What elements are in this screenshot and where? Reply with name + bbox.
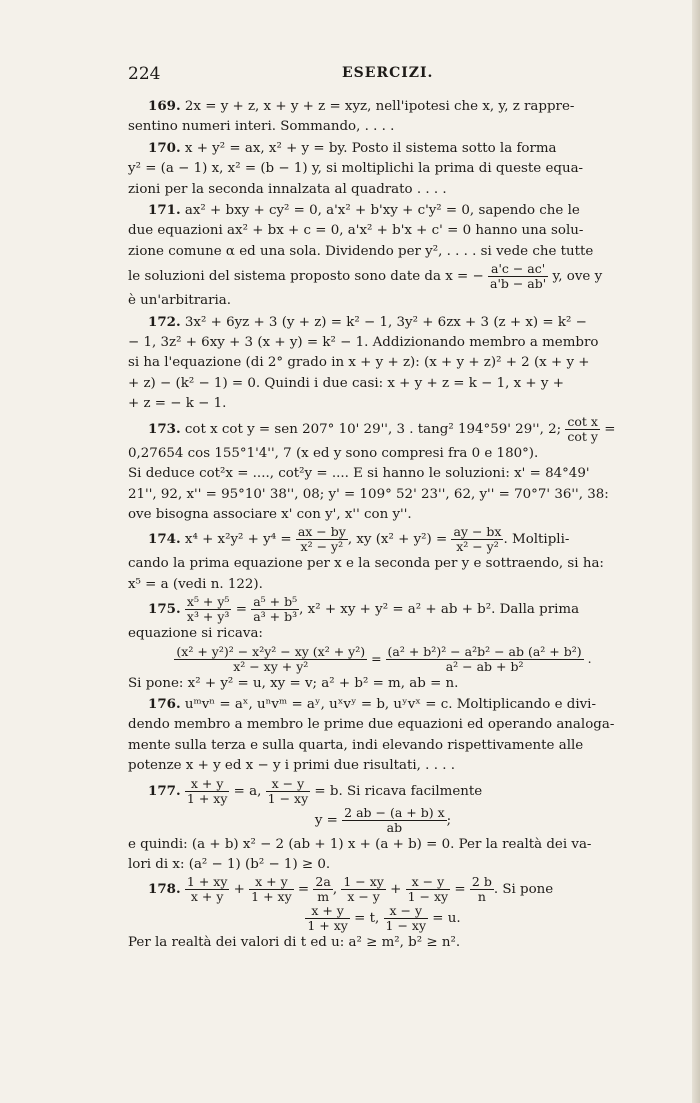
fraction: $\frac{\text{cot x}}{\text{cot y}}$ [567, 413, 598, 444]
exercise-number: 175. [148, 601, 181, 618]
page-header [128, 64, 648, 86]
fraction: $\frac{\text{x⁵ + y⁵}}{\text{x³ + y³}}$ [186, 594, 230, 625]
fraction: $\frac{1 + xy}{x + y}$ [186, 874, 228, 905]
exercise-number: 172. [148, 313, 181, 330]
exercise-176: 176. uᵐvⁿ = aˣ, uⁿvᵐ = aʸ, uˣvʸ = b, uʸvˣ = c. Moltiplicando e divi- dendo membro a membro le prime due equazioni ed operando analoga- mente sulla terza e sulla quarta, indi elevando rispettivamente alle potenze x + y ed x − y i primi due risultati, . . . . [128, 695, 615, 774]
exercise-number: 178. [148, 881, 181, 898]
running-title: ESERCIZI. [342, 65, 434, 81]
exercise-177-cont: e quindi: (a + b) x² − 2 (ab + 1) x + (a + b) = 0. Per la realtà dei va- lori di x: (a² − 1) (b² − 1) ≥ 0. [128, 836, 592, 872]
exercise-number: 171. [148, 202, 181, 219]
fraction: $\frac{1 - xy}{x - y}$ [343, 874, 384, 905]
equation-display: $\frac{\text{(x² + y²)² − x²y² − xy (x² + y²)}}{\text{x² − xy + y²}}$ = $\frac{\text{(a² + b²)² − a²b² − ab (a² + b²)}}{\text{a² − ab + b²}}$ . [176, 643, 592, 674]
exercise-number: 176. [148, 695, 181, 712]
equation-display: y = $\frac{2 ab - (a + b) x}{ab}$ ; [314, 804, 452, 835]
exercise-175-cont: Si pone: x² + y² = u, xy = v; a² + b² = m, ab = n. [128, 675, 459, 691]
exercise-173: 173. cot x cot y = sen 207° 10' 29'', 3 . tang² 194°59' 29'', 2; $\frac{\text{cot x}}{\text{cot y}}$ = 0,27654 cos 155°1'4'', 7 (x ed y sono compresi fra 0 e 180°). Si deduce cot²x = ...., cot²y = .... E si hanno le soluzioni: x' = 84°49' 21'', 92, x'' = 95°10' 38'', 08; y' = 109° 52' 23'', 62, y'' = 70°7' 36'', 38: ove bisogna associare x' con y', x'' con y''. [128, 413, 616, 522]
exercise-number: 177. [148, 782, 181, 799]
page-number: 224 [128, 64, 161, 84]
page-edge [692, 0, 700, 1103]
fraction: $\frac{2 b}{n}$ [471, 874, 492, 905]
fraction: $\frac{x - y}{1 - xy}$ [407, 874, 449, 905]
exercise-178: 178. $\frac{1 + xy}{x + y}$ + $\frac{x + y}{1 + xy}$ = $\frac{2a}{m}$ , $\frac{1 - xy}{x - y}$ + $\frac{x - y}{1 - xy}$ = $\frac{2 b}{n}$ . Si pone [148, 874, 554, 905]
exercise-177: 177. $\frac{x + y}{1 + xy}$ = a, $\frac{x - y}{1 - xy}$ = b. Si ricava facilmente [148, 775, 483, 806]
exercise-171: 171. ax² + bxy + cy² = 0, a'x² + b'xy + c'y² = 0, sapendo che le due equazioni ax² + bx + c = 0, a'x² + b'x + c' = 0 hanno una solu- zione comune α ed una sola. Dividendo per y², . . . . si vede che tutte le soluzioni del sistema proposto sono date da x = − $\frac{a'c - ac'}{a'b - ab'}$ y, ove y è un'arbitraria. [128, 202, 603, 309]
exercise-172: 172. 3x² + 6yz + 3 (y + z) = k² − 1, 3y² + 6zx + 3 (z + x) = k² − − 1, 3z² + 6xy + 3 (x + y) = k² − 1. Addizionando membro a membro si ha l'equazione (di 2° grado in x + y + z): (x + y + z)² + 2 (x + y + + z) − (k² − 1) = 0. Quindi i due casi: x + y + z = k − 1, x + y + + z = − k − 1. [128, 313, 599, 412]
exercise-174: 174. x⁴ + x²y² + y⁴ = $\frac{ax - by}{\text{x² − y²}}$ , xy (x² + y²) = $\frac{ay - bx}{\text{x² − y²}}$ . Moltipli- cando la prima equazione per x e la seconda per y e sottraendo, si ha: x⁵ = a (vedi n. 122). [128, 524, 604, 592]
exercise-number: 170. [148, 139, 181, 156]
fraction: $\frac{x + y}{1 + xy}$ [186, 775, 228, 806]
fraction: $\frac{x + y}{1 + xy}$ [251, 874, 292, 905]
exercise-169: 169. 2x = y + z, x + y + z = xyz, nell'ipotesi che x, y, z rappre- sentino numeri interi. Sommando, . . . . [128, 98, 575, 135]
fraction: $\frac{\text{(x² + y²)² − x²y² − xy (x² + y²)}}{\text{x² − xy + y²}}$ [176, 643, 366, 674]
fraction: $\frac{\text{(a² + b²)² − a²b² − ab (a² + b²)}}{\text{a² − ab + b²}}$ [387, 643, 582, 674]
fraction: $\frac{\text{a⁵ + b⁵}}{\text{a³ + b³}}$ [253, 594, 298, 625]
exercise-178-cont: Per la realtà dei valori di t ed u: a² ≥ m², b² ≥ n². [128, 935, 461, 951]
exercise-number: 173. [148, 420, 181, 437]
fraction: $\frac{x + y}{1 + xy}$ [307, 903, 348, 934]
fraction: $\frac{x - y}{1 - xy}$ [267, 775, 309, 806]
fraction: $\frac{2 ab - (a + b) x}{ab}$ [344, 804, 445, 835]
exercise-175: 175. $\frac{\text{x⁵ + y⁵}}{\text{x³ + y³}}$ = $\frac{\text{a⁵ + b⁵}}{\text{a³ + b³}}$ , x² + xy + y² = a² + ab + b². Dalla prima equazione si ricava: [128, 594, 580, 642]
equation-display: $\frac{x + y}{1 + xy}$ = t, $\frac{x - y}{1 - xy}$ = u. [307, 903, 461, 934]
fraction: $\frac{2a}{m}$ [315, 874, 331, 905]
fraction: $\frac{a'c - ac'}{a'b - ab'}$ [490, 261, 547, 292]
fraction: $\frac{ay - bx}{\text{x² − y²}}$ [453, 524, 502, 555]
exercise-number: 169. [148, 98, 181, 114]
exercise-text [128, 96, 638, 954]
exercise-170: 170. x + y² = ax, x² + y = by. Posto il sistema sotto la forma y² = (a − 1) x, x² = (b − 1) y, si moltiplichi la prima di queste equa- zioni per la seconda innalzata al quadrato . . . . [128, 139, 584, 197]
fraction: $\frac{ax - by}{\text{x² − y²}}$ [297, 524, 346, 555]
exercise-number: 174. [148, 531, 181, 548]
fraction: $\frac{x - y}{1 - xy}$ [385, 903, 427, 934]
